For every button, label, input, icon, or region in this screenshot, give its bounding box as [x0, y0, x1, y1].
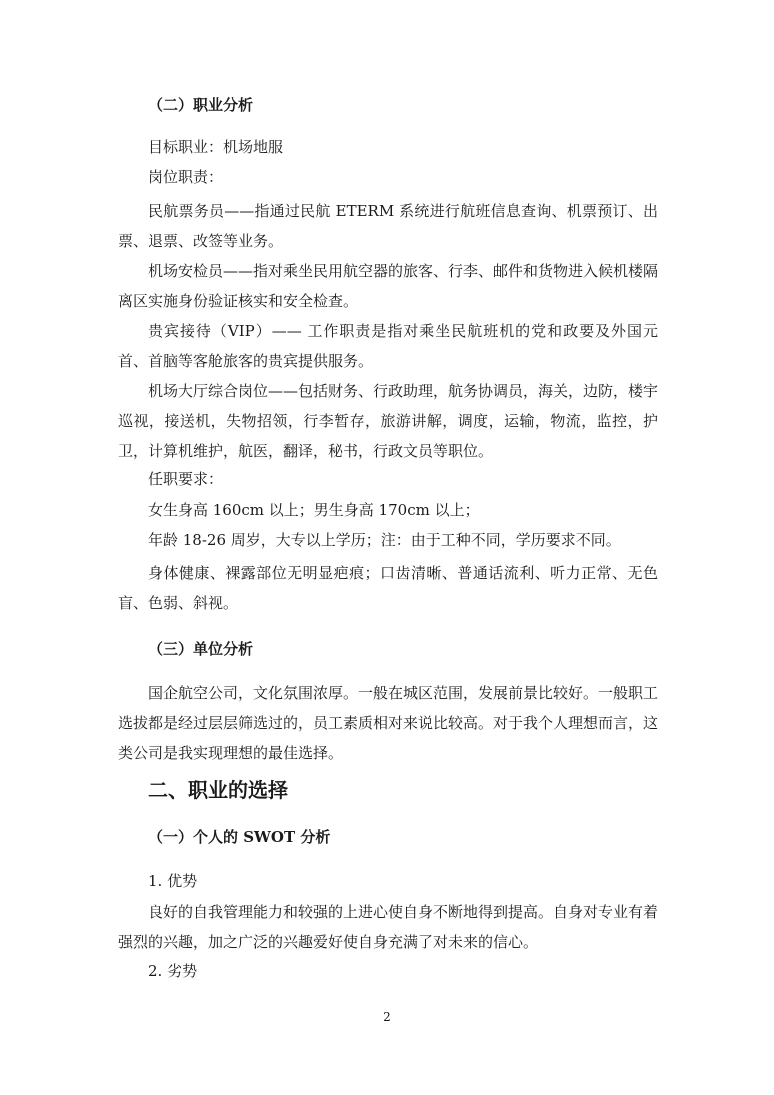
duty-ticket-agent: 民航票务员——指通过民航 ETERM 系统进行航班信息查询、机票预订、出票、退票、改签等业务。	[118, 202, 658, 250]
unit-analysis-paragraph: 国企航空公司，文化氛围浓厚。一般在城区范围，发展前景比较好。一般职工选拔都是经过层层筛选过的，员工素质相对来说比较高。对于我个人理想而言，这类公司是我实现理想的最佳选择。	[118, 684, 659, 762]
chapter-heading-career-choice: 二、职业的选择	[148, 778, 288, 802]
duty-security-inspector: 机场安检员——指对乘坐民用航空器的旅客、行李、邮件和货物进入候机楼隔离区实施身份验证核实和安全检查。	[118, 262, 659, 310]
duty-vip-reception: 贵宾接待（VIP）—— 工作职责是指对乘坐民航班机的党和政要及外国元首、首脑等客舱旅客的贵宾提供服务。	[118, 322, 658, 370]
section-heading-unit-analysis: （三）单位分析	[148, 640, 254, 658]
requirement-height: 女生身高 160cm 以上；男生身高 170cm 以上；	[148, 501, 480, 519]
section-heading-swot: （一）个人的 SWOT 分析	[148, 828, 331, 846]
strength-paragraph: 良好的自我管理能力和较强的上进心使自身不断地得到提高。自身对专业有着强烈的兴趣，加之广泛的兴趣爱好使自身充满了对未来的信心。	[118, 903, 659, 951]
page-number: 2	[383, 1010, 391, 1024]
duty-hall-positions: 机场大厅综合岗位——包括财务、行政助理，航务协调员，海关，边防，楼宇巡视，接送机，失物招领，行李暂存，旅游讲解，调度，运输，物流，监控，护卫，计算机维护，航医，翻译，秘书，行政文员等职位。	[118, 382, 659, 460]
duties-label: 岗位职责：	[148, 168, 224, 186]
requirements-label: 任职要求：	[148, 470, 224, 488]
section-heading-occupation-analysis: （二）职业分析	[148, 96, 254, 114]
requirement-age: 年龄 18-26 周岁，大专以上学历；注：由于工种不同，学历要求不同。	[148, 531, 621, 549]
weakness-label: 2. 劣势	[148, 962, 198, 980]
requirement-health: 身体健康、裸露部位无明显疤痕；口齿清晰、普通话流利、听力正常、无色盲、色弱、斜视。	[118, 564, 658, 612]
target-job-line: 目标职业：机场地服	[148, 138, 284, 156]
strength-label: 1. 优势	[148, 872, 198, 890]
